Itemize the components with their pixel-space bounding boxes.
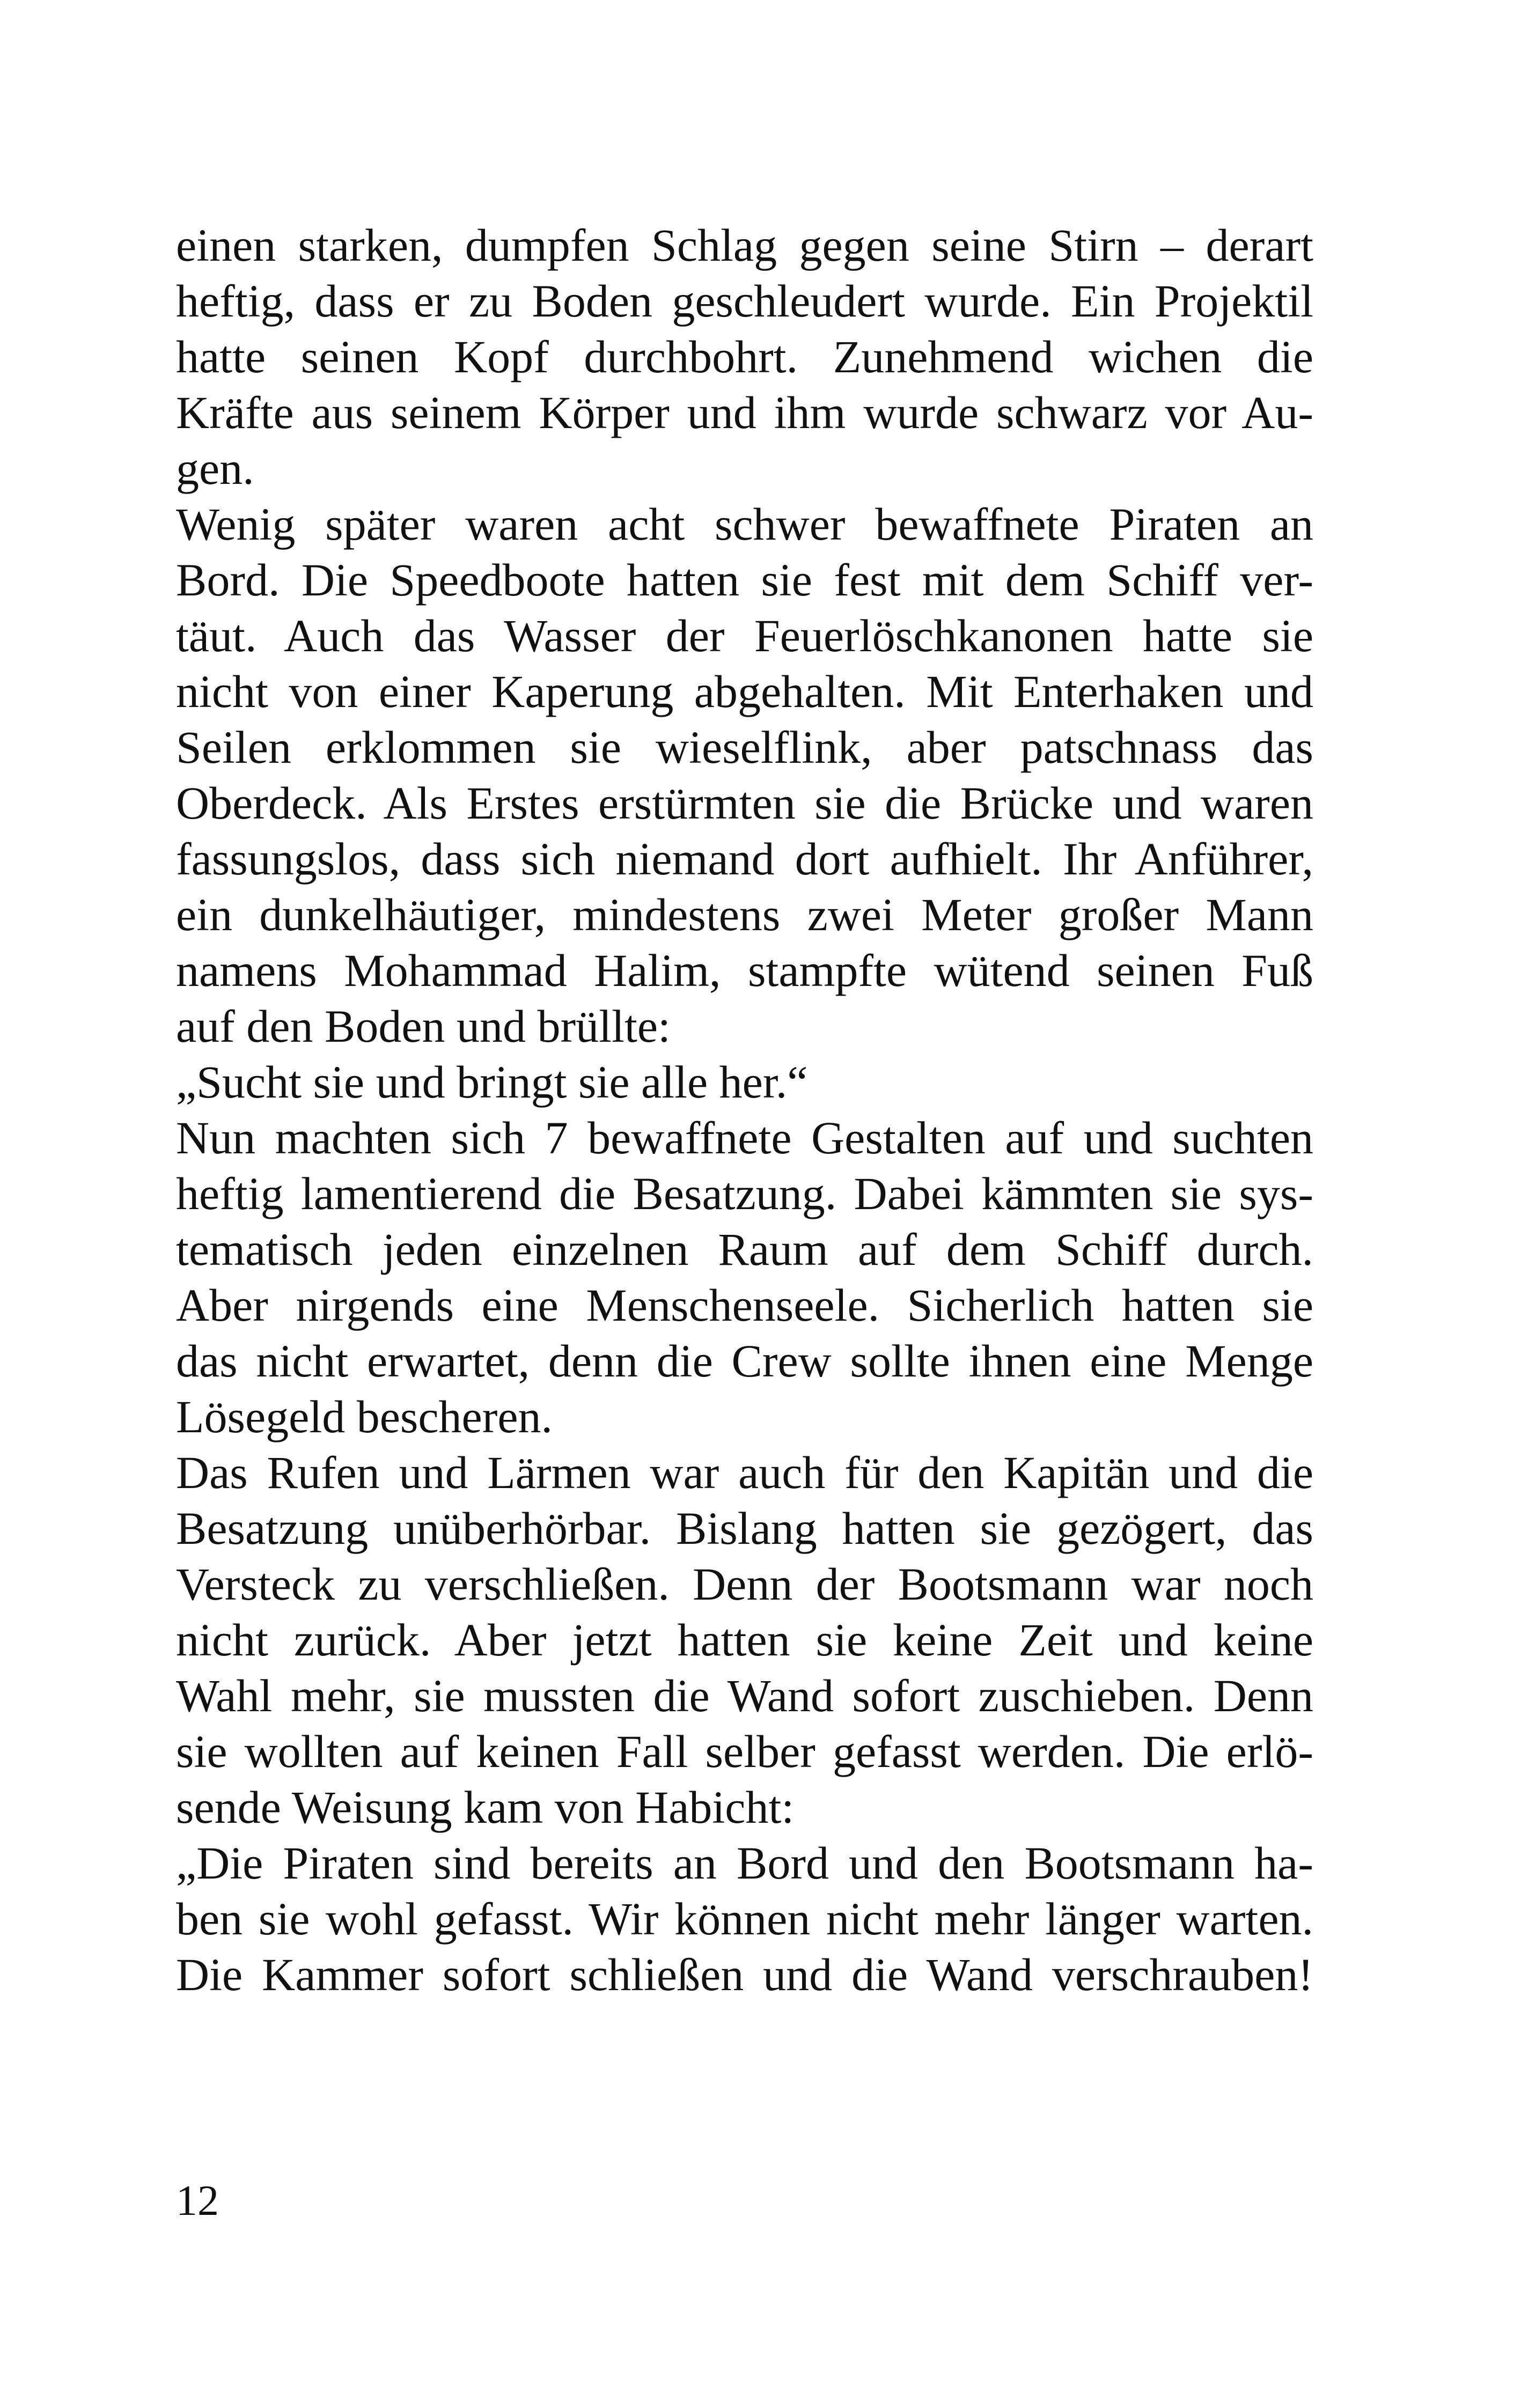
text-line: Seilen erklommen sie wieselflink, aber patschnass das <box>176 721 1313 773</box>
text-line: gen. <box>176 443 254 494</box>
text-line: täut. Auch das Wasser der Feuerlöschkanonen hatte sie <box>176 610 1313 661</box>
text-line: heftig lamentierend die Besatzung. Dabei kämmten sie sys- <box>176 1168 1313 1219</box>
text-line: sie wollten auf keinen Fall selber gefasst werden. Die erlö- <box>176 1726 1313 1777</box>
text-line: einen starken, dumpfen Schlag gegen seine Stirn – derart <box>176 219 1313 271</box>
text-line: Versteck zu verschließen. Denn der Bootsmann war noch <box>176 1558 1313 1610</box>
text-line: sende Weisung kam von Habicht: <box>176 1781 795 1833</box>
text-line: Bord. Die Speedboote hatten sie fest mit dem Schiff ver- <box>176 554 1313 606</box>
text-line: Nun machten sich 7 bewaffnete Gestalten auf und suchten <box>176 1112 1313 1164</box>
text-line: Lösegeld bescheren. <box>176 1391 553 1442</box>
text-line: namens Mohammad Halim, stampfte wütend seinen Fuß <box>176 945 1313 996</box>
text-line: fassungslos, dass sich niemand dort aufhielt. Ihr Anführer, <box>176 833 1313 885</box>
text-line: heftig, dass er zu Boden geschleudert wurde. Ein Projektil <box>176 275 1313 327</box>
text-line: nicht von einer Kaperung abgehalten. Mit Enterhaken und <box>176 666 1313 717</box>
text-line: hatte seinen Kopf durchbohrt. Zunehmend wichen die <box>176 331 1313 382</box>
text-line: tematisch jeden einzelnen Raum auf dem Schiff durch. <box>176 1224 1313 1275</box>
text-line: Die Kammer sofort schließen und die Wand verschrauben! <box>176 1949 1313 2000</box>
text-line: „Die Piraten sind bereits an Bord und den Bootsmann ha- <box>176 1837 1313 1889</box>
text-line: „Sucht sie und bringt sie alle her.“ <box>176 1056 808 1108</box>
text-line: Besatzung unüberhörbar. Bislang hatten sie gezögert, das <box>176 1503 1313 1554</box>
text-line: Kräfte aus seinem Körper und ihm wurde schwarz vor Au- <box>176 387 1313 438</box>
page-number: 12 <box>176 2177 219 2225</box>
text-line: ben sie wohl gefasst. Wir können nicht mehr länger warten. <box>176 1893 1313 1945</box>
text-line: ein dunkelhäutiger, mindestens zwei Meter großer Mann <box>176 889 1313 940</box>
text-line: auf den Boden und brüllte: <box>176 1000 671 1052</box>
text-line: Aber nirgends eine Menschenseele. Sicherlich hatten sie <box>176 1279 1313 1331</box>
text-line: das nicht erwartet, denn die Crew sollte ihnen eine Menge <box>176 1335 1313 1387</box>
text-line: Oberdeck. Als Erstes erstürmten sie die Brücke und waren <box>176 777 1313 829</box>
text-line: Das Rufen und Lärmen war auch für den Kapitän und die <box>176 1447 1313 1498</box>
text-line: Wenig später waren acht schwer bewaffnete Piraten an <box>176 498 1313 550</box>
body-text <box>176 217 1313 2002</box>
text-line: Wahl mehr, sie mussten die Wand sofort zuschieben. Denn <box>176 1670 1313 1721</box>
text-line: nicht zurück. Aber jetzt hatten sie keine Zeit und keine <box>176 1614 1313 1666</box>
